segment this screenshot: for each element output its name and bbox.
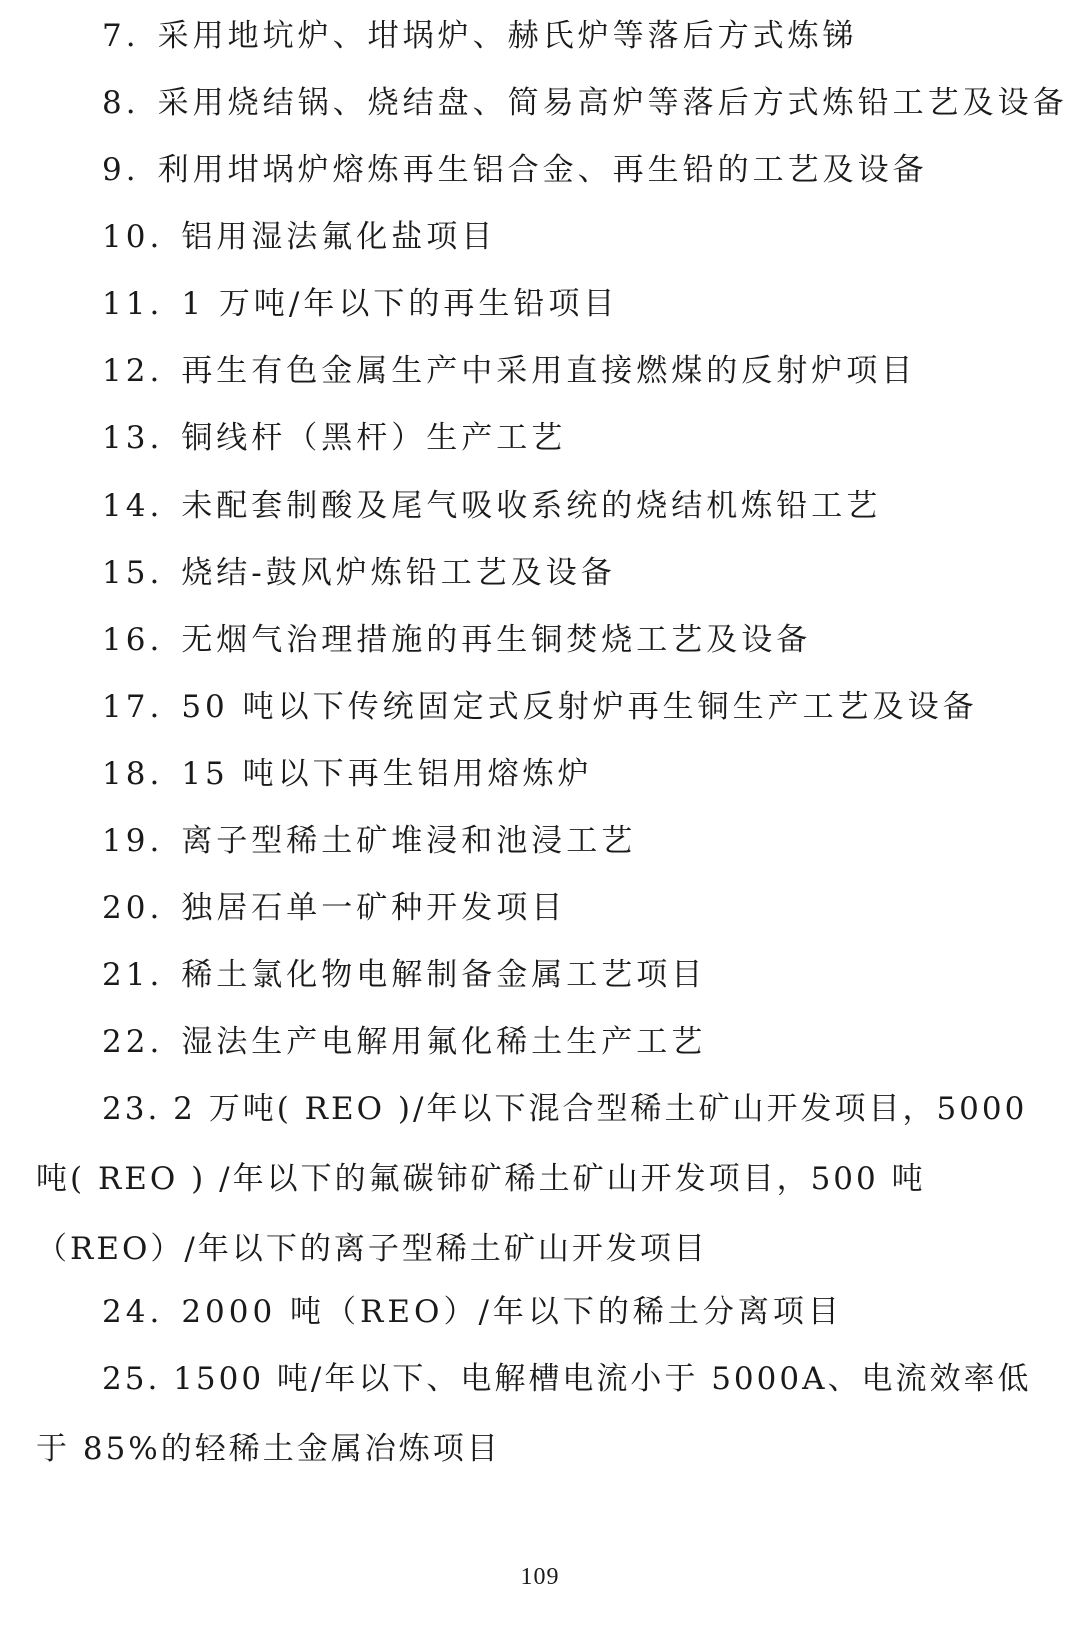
list-item <box>102 83 1068 123</box>
item-number: 12. <box>102 353 164 389</box>
item-number: 16. <box>102 622 164 658</box>
list-item <box>102 1022 1052 1062</box>
item-text: 无烟气治理措施的再生铜焚烧工艺及设备 <box>181 622 812 658</box>
item-number: 22. <box>102 1024 164 1060</box>
item-number: 8. <box>102 85 140 121</box>
item-text: 采用烧结锅、烧结盘、简易高炉等落后方式炼铅工艺及设备 <box>157 85 1068 121</box>
list-item <box>102 486 1052 526</box>
item-text: 15 吨以下再生铝用熔炼炉 <box>181 756 593 792</box>
item-number: 15. <box>102 555 164 591</box>
item-text: 50 吨以下传统固定式反射炉再生铜生产工艺及设备 <box>181 689 978 725</box>
list-item <box>102 150 1052 190</box>
item-text: 烧结-鼓风炉炼铅工艺及设备 <box>181 555 616 591</box>
list-item <box>102 284 1052 324</box>
item-text: 独居石单一矿种开发项目 <box>181 890 567 926</box>
item-text: 1 万吨/年以下的再生铅项目 <box>181 286 619 322</box>
item-number: 7. <box>102 18 140 54</box>
item-text: 再生有色金属生产中采用直接燃煤的反射炉项目 <box>181 353 917 389</box>
item-number: 17. <box>102 689 164 725</box>
item-number: 10. <box>102 219 164 255</box>
item-text: 铝用湿法氟化盐项目 <box>181 219 497 255</box>
list-item <box>102 217 1052 257</box>
list-item <box>102 821 1052 861</box>
item-text: 稀土氯化物电解制备金属工艺项目 <box>181 957 707 993</box>
list-item <box>102 620 1052 660</box>
list-item <box>102 1292 1052 1332</box>
list-item <box>102 351 1052 391</box>
list-item <box>102 16 1052 56</box>
item-text: 湿法生产电解用氟化稀土生产工艺 <box>181 1024 707 1060</box>
list-item <box>102 687 1052 727</box>
item-text: 23. 2 万吨( REO )/年以下混合型稀土矿山开发项目，5000 吨( REO ) /年以下的氟碳铈矿稀土矿山开发项目，500 吨（REO）/年以下的离子型稀土矿山开发项目 <box>36 1091 1028 1267</box>
list-item <box>102 418 1052 458</box>
item-text: 铜线杆（黑杆）生产工艺 <box>181 420 567 456</box>
list-item <box>102 888 1052 928</box>
item-number: 11. <box>102 286 164 322</box>
item-text: 2000 吨（REO）/年以下的稀土分离项目 <box>181 1294 843 1330</box>
item-number: 18. <box>102 756 164 792</box>
list-item-wrapped <box>36 1074 1048 1284</box>
item-number: 13. <box>102 420 164 456</box>
item-text: 采用地坑炉、坩埚炉、赫氏炉等落后方式炼锑 <box>157 18 858 54</box>
item-number: 19. <box>102 823 164 859</box>
item-text: 利用坩埚炉熔炼再生铝合金、再生铅的工艺及设备 <box>157 152 928 188</box>
item-number: 24. <box>102 1294 164 1330</box>
list-item <box>102 955 1052 995</box>
item-number: 14. <box>102 488 164 524</box>
list-item-wrapped <box>36 1344 1048 1484</box>
item-number: 21. <box>102 957 164 993</box>
list-item <box>102 754 1052 794</box>
item-text: 未配套制酸及尾气吸收系统的烧结机炼铅工艺 <box>181 488 882 524</box>
item-number: 9. <box>102 152 140 188</box>
list-item <box>102 553 1052 593</box>
item-number: 20. <box>102 890 164 926</box>
page-number: 109 <box>520 1564 560 1590</box>
item-text: 25. 1500 吨/年以下、电解槽电流小于 5000A、电流效率低于 85%的轻稀土金属冶炼项目 <box>36 1361 1032 1467</box>
item-text: 离子型稀土矿堆浸和池浸工艺 <box>181 823 637 859</box>
